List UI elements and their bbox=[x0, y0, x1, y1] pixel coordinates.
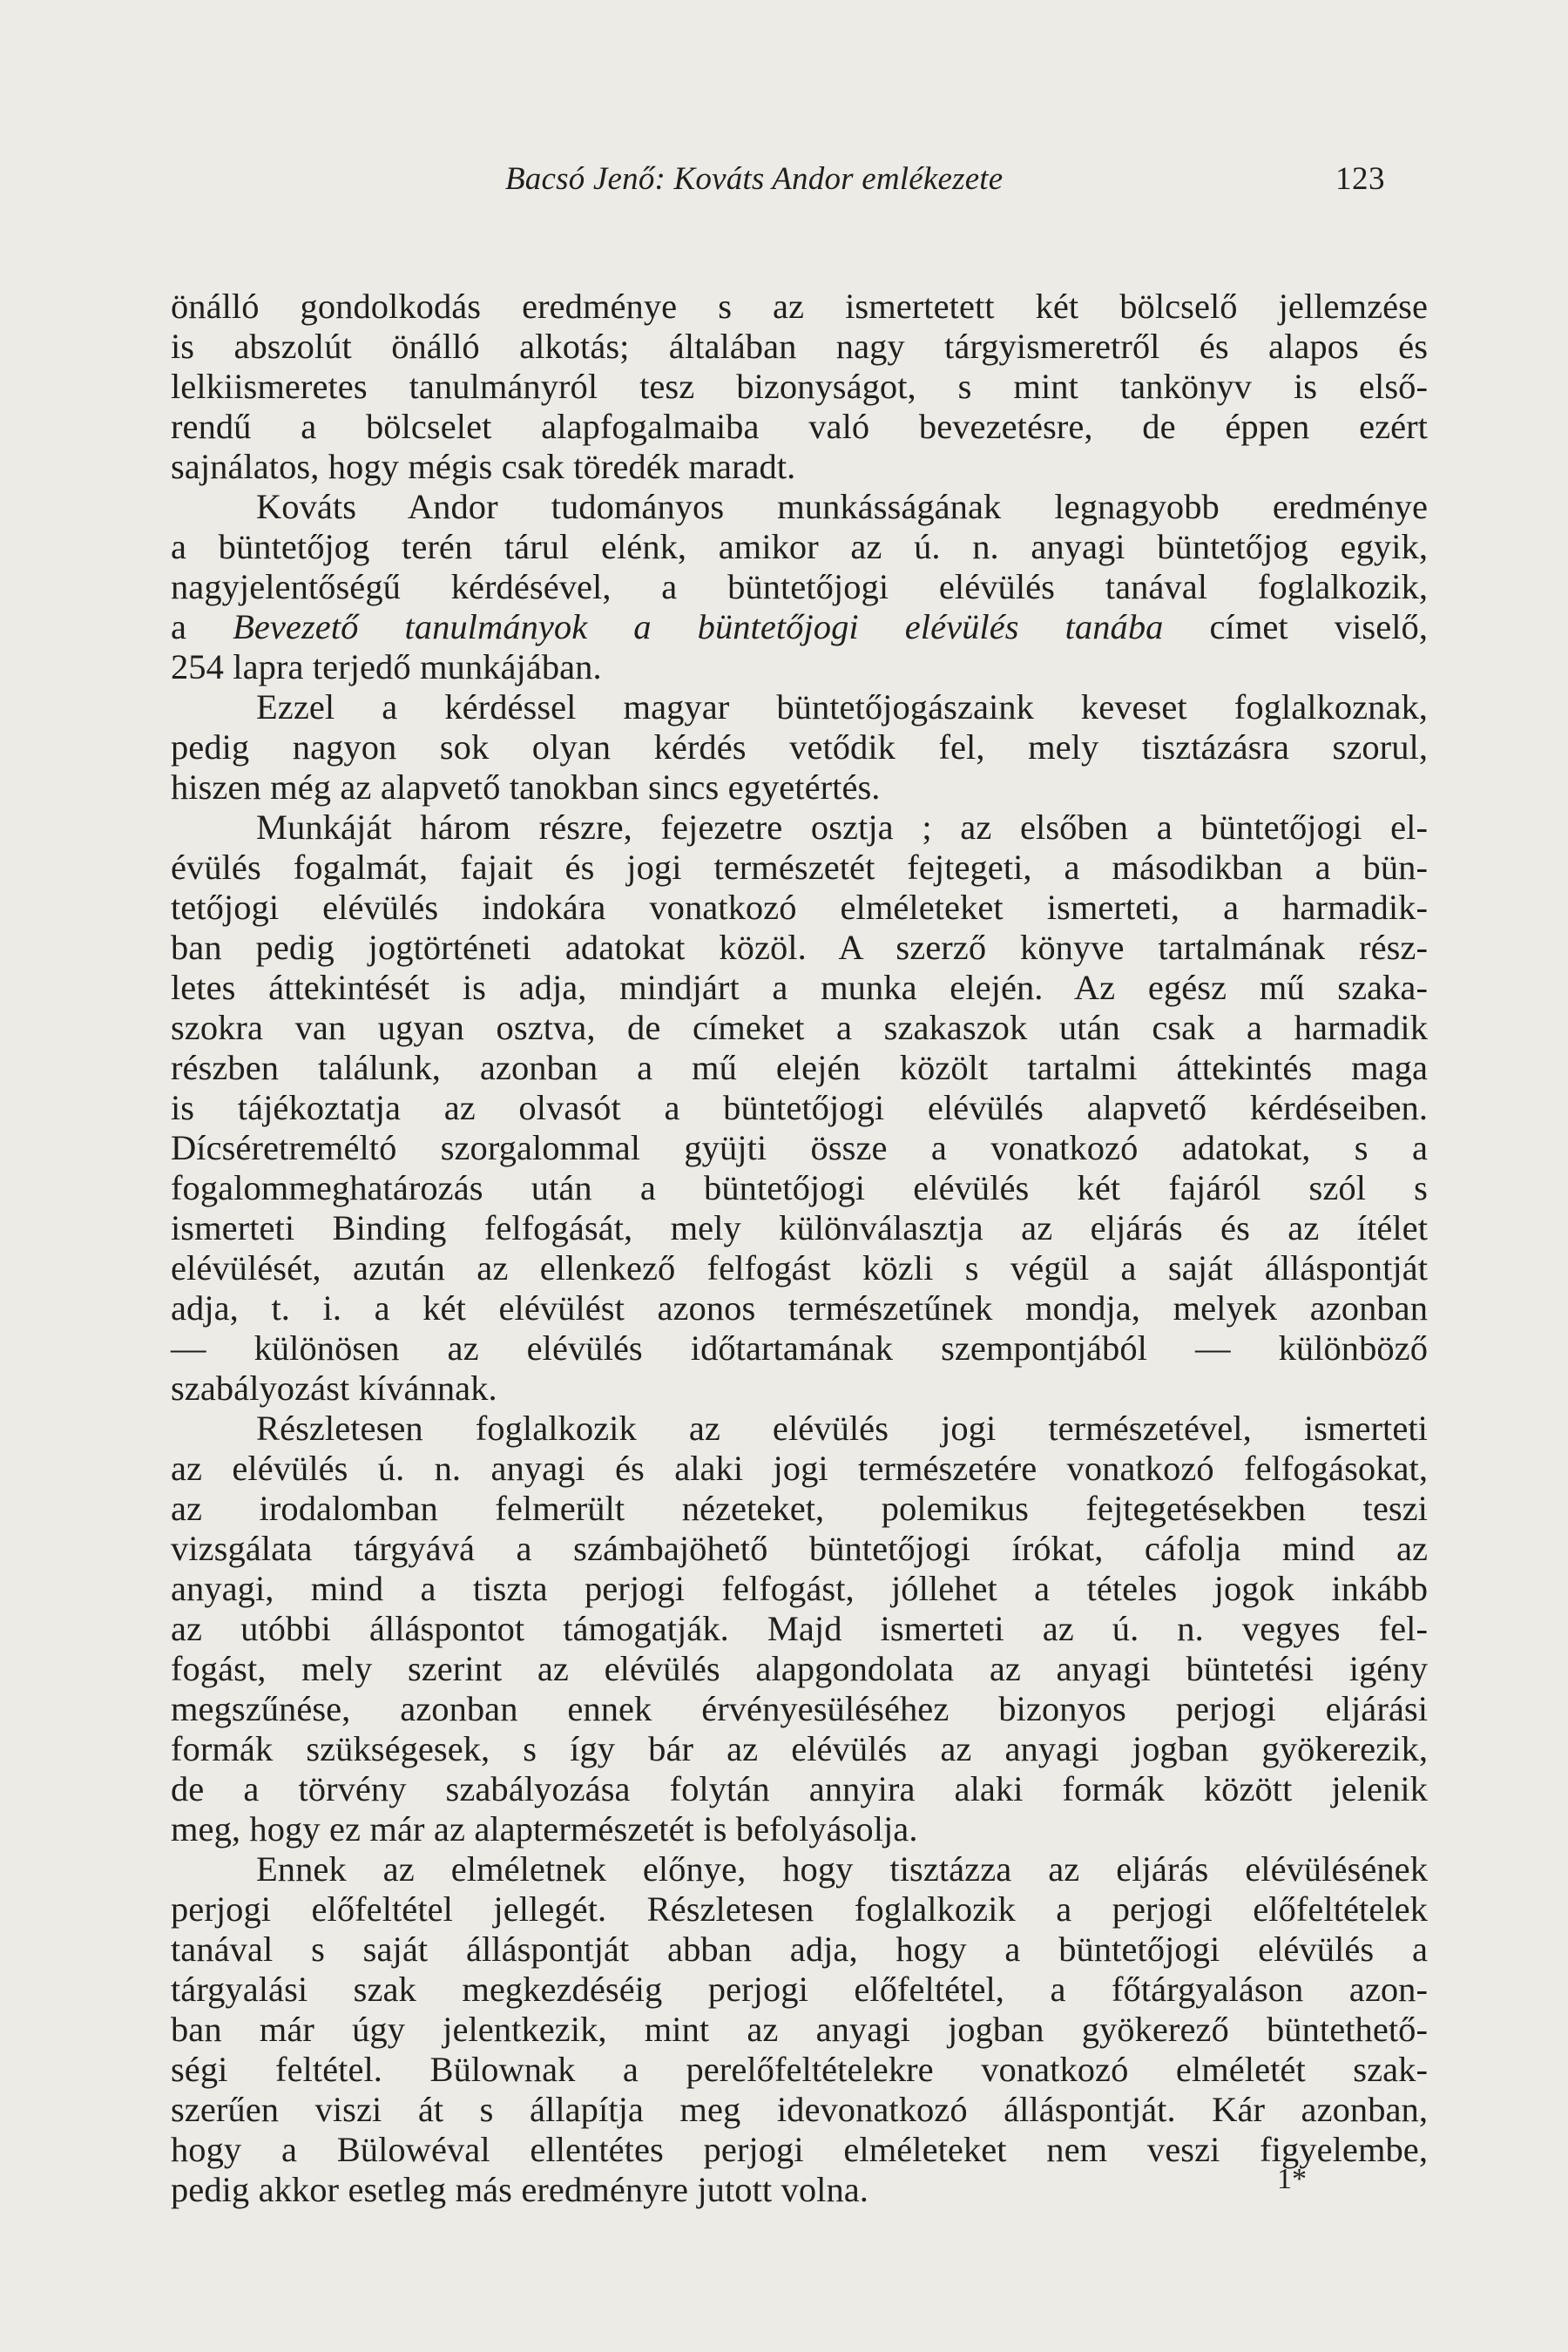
text-line: de a törvény szabályozása folytán annyira alaki formák között jelenik bbox=[171, 1769, 1428, 1808]
text-line: az elévülés ú. n. anyagi és alaki jogi természetére vonatkozó felfogásokat, bbox=[171, 1449, 1428, 1488]
title-suffix: címet viselő, bbox=[1163, 607, 1428, 646]
text-line: szerűen viszi át s állapítja meg idevonatkozó álláspontját. Kár azonban, bbox=[171, 2090, 1428, 2129]
text-line: tetőjogi elévülés indokára vonatkozó elméleteket ismerteti, a harmadik- bbox=[171, 888, 1428, 927]
text-line: adja, t. i. a két elévülést azonos természetűnek mondja, melyek azonban bbox=[171, 1288, 1428, 1328]
text-line: tárgyalási szak megkezdéséig perjogi előfeltétel, a főtárgyaláson azon- bbox=[171, 1970, 1428, 2009]
text-line: pedig nagyon sok olyan kérdés vetődik fel, mely tisztázásra szorul, bbox=[171, 727, 1428, 767]
text-line: részben találunk, azonban a mű elején közölt tartalmi áttekintés maga bbox=[171, 1048, 1428, 1087]
text-line: sajnálatos, hogy mégis csak töredék maradt. bbox=[171, 447, 796, 486]
text-line: is abszolút önálló alkotás; általában nagy tárgyismeretről és alapos és bbox=[171, 327, 1428, 366]
text-line: ismerteti Binding felfogását, mely különválasztja az eljárás és az ítélet bbox=[171, 1208, 1428, 1247]
text-line: évülés fogalmát, fajait és jogi természetét fejtegeti, a másodikban a bün- bbox=[171, 848, 1428, 887]
text-line: anyagi, mind a tiszta perjogi felfogást, jóllehet a tételes jogok inkább bbox=[171, 1569, 1428, 1608]
body-text bbox=[171, 287, 1428, 2210]
text-line: rendű a bölcselet alapfogalmaiba való bevezetésre, de éppen ezért bbox=[171, 407, 1428, 446]
text-line: 254 lapra terjedő munkájában. bbox=[171, 647, 602, 686]
text-line: nagyjelentőségű kérdésével, a büntetőjogi elévülés tanával foglalkozik, bbox=[171, 567, 1428, 606]
text-line: szokra van ugyan osztva, de címeket a szakaszok után csak a harmadik bbox=[171, 1008, 1428, 1047]
italic-book-title: Bevezető tanulmányok a büntetőjogi elévülés tanába bbox=[233, 607, 1164, 646]
paragraph-start-line: Részletesen foglalkozik az elévülés jogi természetével, ismerteti bbox=[256, 1409, 1428, 1448]
running-title: Bacsó Jenő: Kováts Andor emlékezete bbox=[505, 161, 1004, 197]
text-line: ségi feltétel. Bülownak a perelőfeltételekre vonatkozó elméletét szak- bbox=[171, 2050, 1428, 2089]
text-line: önálló gondolkodás eredménye s az ismertetett két bölcselő jellemzése bbox=[171, 287, 1428, 326]
text-line: a büntetőjog terén tárul elénk, amikor az ú. n. anyagi büntetőjog egyik, bbox=[171, 527, 1428, 566]
text-line: perjogi előfeltétel jellegét. Részletesen foglalkozik a perjogi előfeltételek bbox=[171, 1889, 1428, 1929]
signature-mark: 1* bbox=[1277, 2163, 1307, 2195]
text-line: megszűnése, azonban ennek érvényesüléséhez bizonyos perjogi eljárási bbox=[171, 1689, 1428, 1728]
text-line: pedig akkor esetleg más eredményre jutott volna. bbox=[171, 2170, 868, 2209]
paragraph-start-line: Kováts Andor tudományos munkásságának legnagyobb eredménye bbox=[256, 487, 1428, 526]
title-prefix: a bbox=[171, 607, 233, 646]
text-line: hogy a Bülowéval ellentétes perjogi elméleteket nem veszi figyelembe, bbox=[171, 2130, 1428, 2169]
text-line: vizsgálata tárgyává a számbajöhető büntetőjogi írókat, cáfolja mind az bbox=[171, 1529, 1428, 1568]
text-line: szabályozást kívánnak. bbox=[171, 1369, 497, 1408]
text-line: meg, hogy ez már az alaptermészetét is befolyásolja. bbox=[171, 1809, 918, 1848]
text-line: az utóbbi álláspontot támogatják. Majd ismerteti az ú. n. vegyes fel- bbox=[171, 1609, 1428, 1648]
text-line: formák szükségesek, s így bár az elévülés az anyagi jogban gyökerezik, bbox=[171, 1729, 1428, 1768]
text-line: letes áttekintését is adja, mindjárt a munka elején. Az egész mű szaka- bbox=[171, 968, 1428, 1007]
text-line: fogást, mely szerint az elévülés alapgondolata az anyagi büntetési igény bbox=[171, 1649, 1428, 1688]
text-line: lelkiismeretes tanulmányról tesz bizonyságot, s mint tankönyv is első- bbox=[171, 367, 1428, 406]
page-number: 123 bbox=[1335, 161, 1385, 197]
text-line-with-italic-title bbox=[171, 607, 1428, 647]
text-line: az irodalomban felmerült nézeteket, polemikus fejtegetésekben teszi bbox=[171, 1489, 1428, 1528]
text-line: is tájékoztatja az olvasót a büntetőjogi elévülés alapvető kérdéseiben. bbox=[171, 1088, 1428, 1127]
text-line: elévülését, azután az ellenkező felfogást közli s végül a saját álláspontját bbox=[171, 1248, 1428, 1288]
text-line: tanával s saját álláspontját abban adja, hogy a büntetőjogi elévülés a bbox=[171, 1930, 1428, 1969]
paragraph-start-line: Ennek az elméletnek előnye, hogy tisztázza az eljárás elévülésének bbox=[256, 1849, 1428, 1889]
running-header bbox=[179, 160, 1385, 204]
text-line: ban már úgy jelentkezik, mint az anyagi jogban gyökerező büntethető- bbox=[171, 2010, 1428, 2049]
paragraph-start-line: Munkáját három részre, fejezetre osztja ; az elsőben a büntetőjogi el- bbox=[256, 808, 1428, 847]
paragraph-start-line: Ezzel a kérdéssel magyar büntetőjogászaink keveset foglalkoznak, bbox=[256, 687, 1428, 727]
text-line: Dícséretreméltó szorgalommal gyüjti össze a vonatkozó adatokat, s a bbox=[171, 1128, 1428, 1167]
text-line: fogalommeghatározás után a büntetőjogi elévülés két fajáról szól s bbox=[171, 1168, 1428, 1207]
text-line: hiszen még az alapvető tanokban sincs egyetértés. bbox=[171, 767, 881, 807]
text-line: ban pedig jogtörténeti adatokat közöl. A szerző könyve tartalmának rész- bbox=[171, 928, 1428, 967]
text-line: — különösen az elévülés időtartamának szempontjából — különböző bbox=[171, 1328, 1428, 1368]
